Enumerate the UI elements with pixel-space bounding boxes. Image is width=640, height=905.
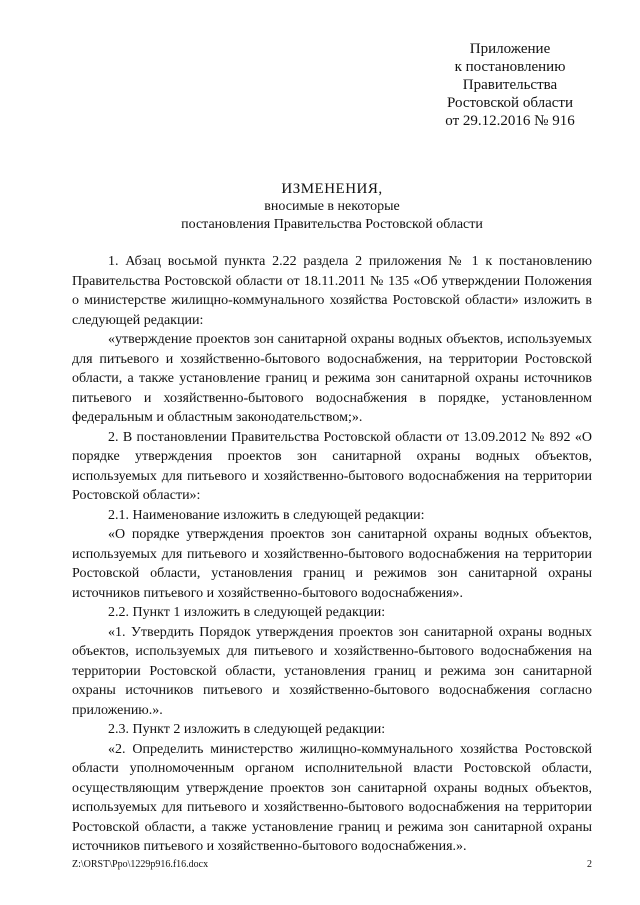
paragraph: «утверждение проектов зон санитарной охраны водных объектов, используемых для питьевого и хозяйственно-бытового водоснабжения, на территории Ростовской области, а также установление границ и режима зон санитарной охраны источников питьевого и хозяйственно-бытового водоснабжения в порядке, установленном федеральным и областным законодательством;».	[72, 332, 592, 425]
paragraph: «1. Утвердить Порядок утверждения проектов зон санитарной охраны водных объектов, используемых для питьевого и хозяйственно-бытового водоснабжения на территории Ростовской области, установления границ и режима зон санитарной охраны источников питьевого и хозяйственно-бытового водоснабжения согласно приложению.».	[72, 624, 592, 718]
paragraph: 2.2. Пункт 1 изложить в следующей редакции:	[108, 605, 386, 620]
appendix-line: Правительства	[462, 77, 558, 93]
paragraph: 2. В постановлении Правительства Ростовской области от 13.09.2012 № 892 «О порядке утверждения проектов зон санитарной охраны водных объектов, используемых для питьевого и хозяйственно-бытового водоснабжения на территории Ростовской области»:	[72, 429, 592, 503]
document-body	[72, 252, 592, 857]
document-title	[72, 180, 592, 234]
paragraph: «2. Определить министерство жилищно-коммунального хозяйства Ростовской области уполномоченным органом исполнительной власти Ростовской области, осуществляющим утверждение проектов зон санитарной охраны водных объектов, используемых для питьевого и хозяйственно-бытового водоснабжения на территории Ростовской области, а также установление границ и режима зон санитарной охраны источников питьевого и хозяйственно-бытового водоснабжения.».	[72, 741, 592, 854]
appendix-line: Приложение	[469, 41, 551, 57]
title-main: ИЗМЕНЕНИЯ,	[281, 181, 383, 197]
page-footer	[72, 858, 592, 872]
page-number: 2	[587, 859, 592, 870]
appendix-header	[410, 40, 610, 130]
appendix-line: к постановлению	[454, 59, 566, 75]
title-line-3: постановления Правительства Ростовской области	[181, 217, 483, 232]
title-line-2: вносимые в некоторые	[264, 199, 400, 214]
file-path: Z:\ORST\Ppo\1229p916.f16.docx	[72, 859, 209, 870]
paragraph: 2.3. Пункт 2 изложить в следующей редакции:	[108, 722, 386, 737]
appendix-line: от 29.12.2016 № 916	[445, 113, 575, 129]
paragraph: 2.1. Наименование изложить в следующей редакции:	[108, 507, 425, 523]
appendix-line: Ростовской области	[447, 95, 573, 111]
paragraph: «О порядке утверждения проектов зон санитарной охраны водных объектов, используемых для питьевого и хозяйственно-бытового водоснабжения на территории Ростовской области, установления границ и режимов зон санитарной охраны источников питьевого и хозяйственно-бытового водоснабжения».	[72, 527, 592, 601]
paragraph: 1. Абзац восьмой пункта 2.22 раздела 2 приложения № 1 к постановлению Правительства Ростовской области от 18.11.2011 № 135 «Об утверждении Положения о министерстве жилищно-коммунального хозяйства Ростовской области» изложить в следующей редакции:	[72, 254, 592, 328]
